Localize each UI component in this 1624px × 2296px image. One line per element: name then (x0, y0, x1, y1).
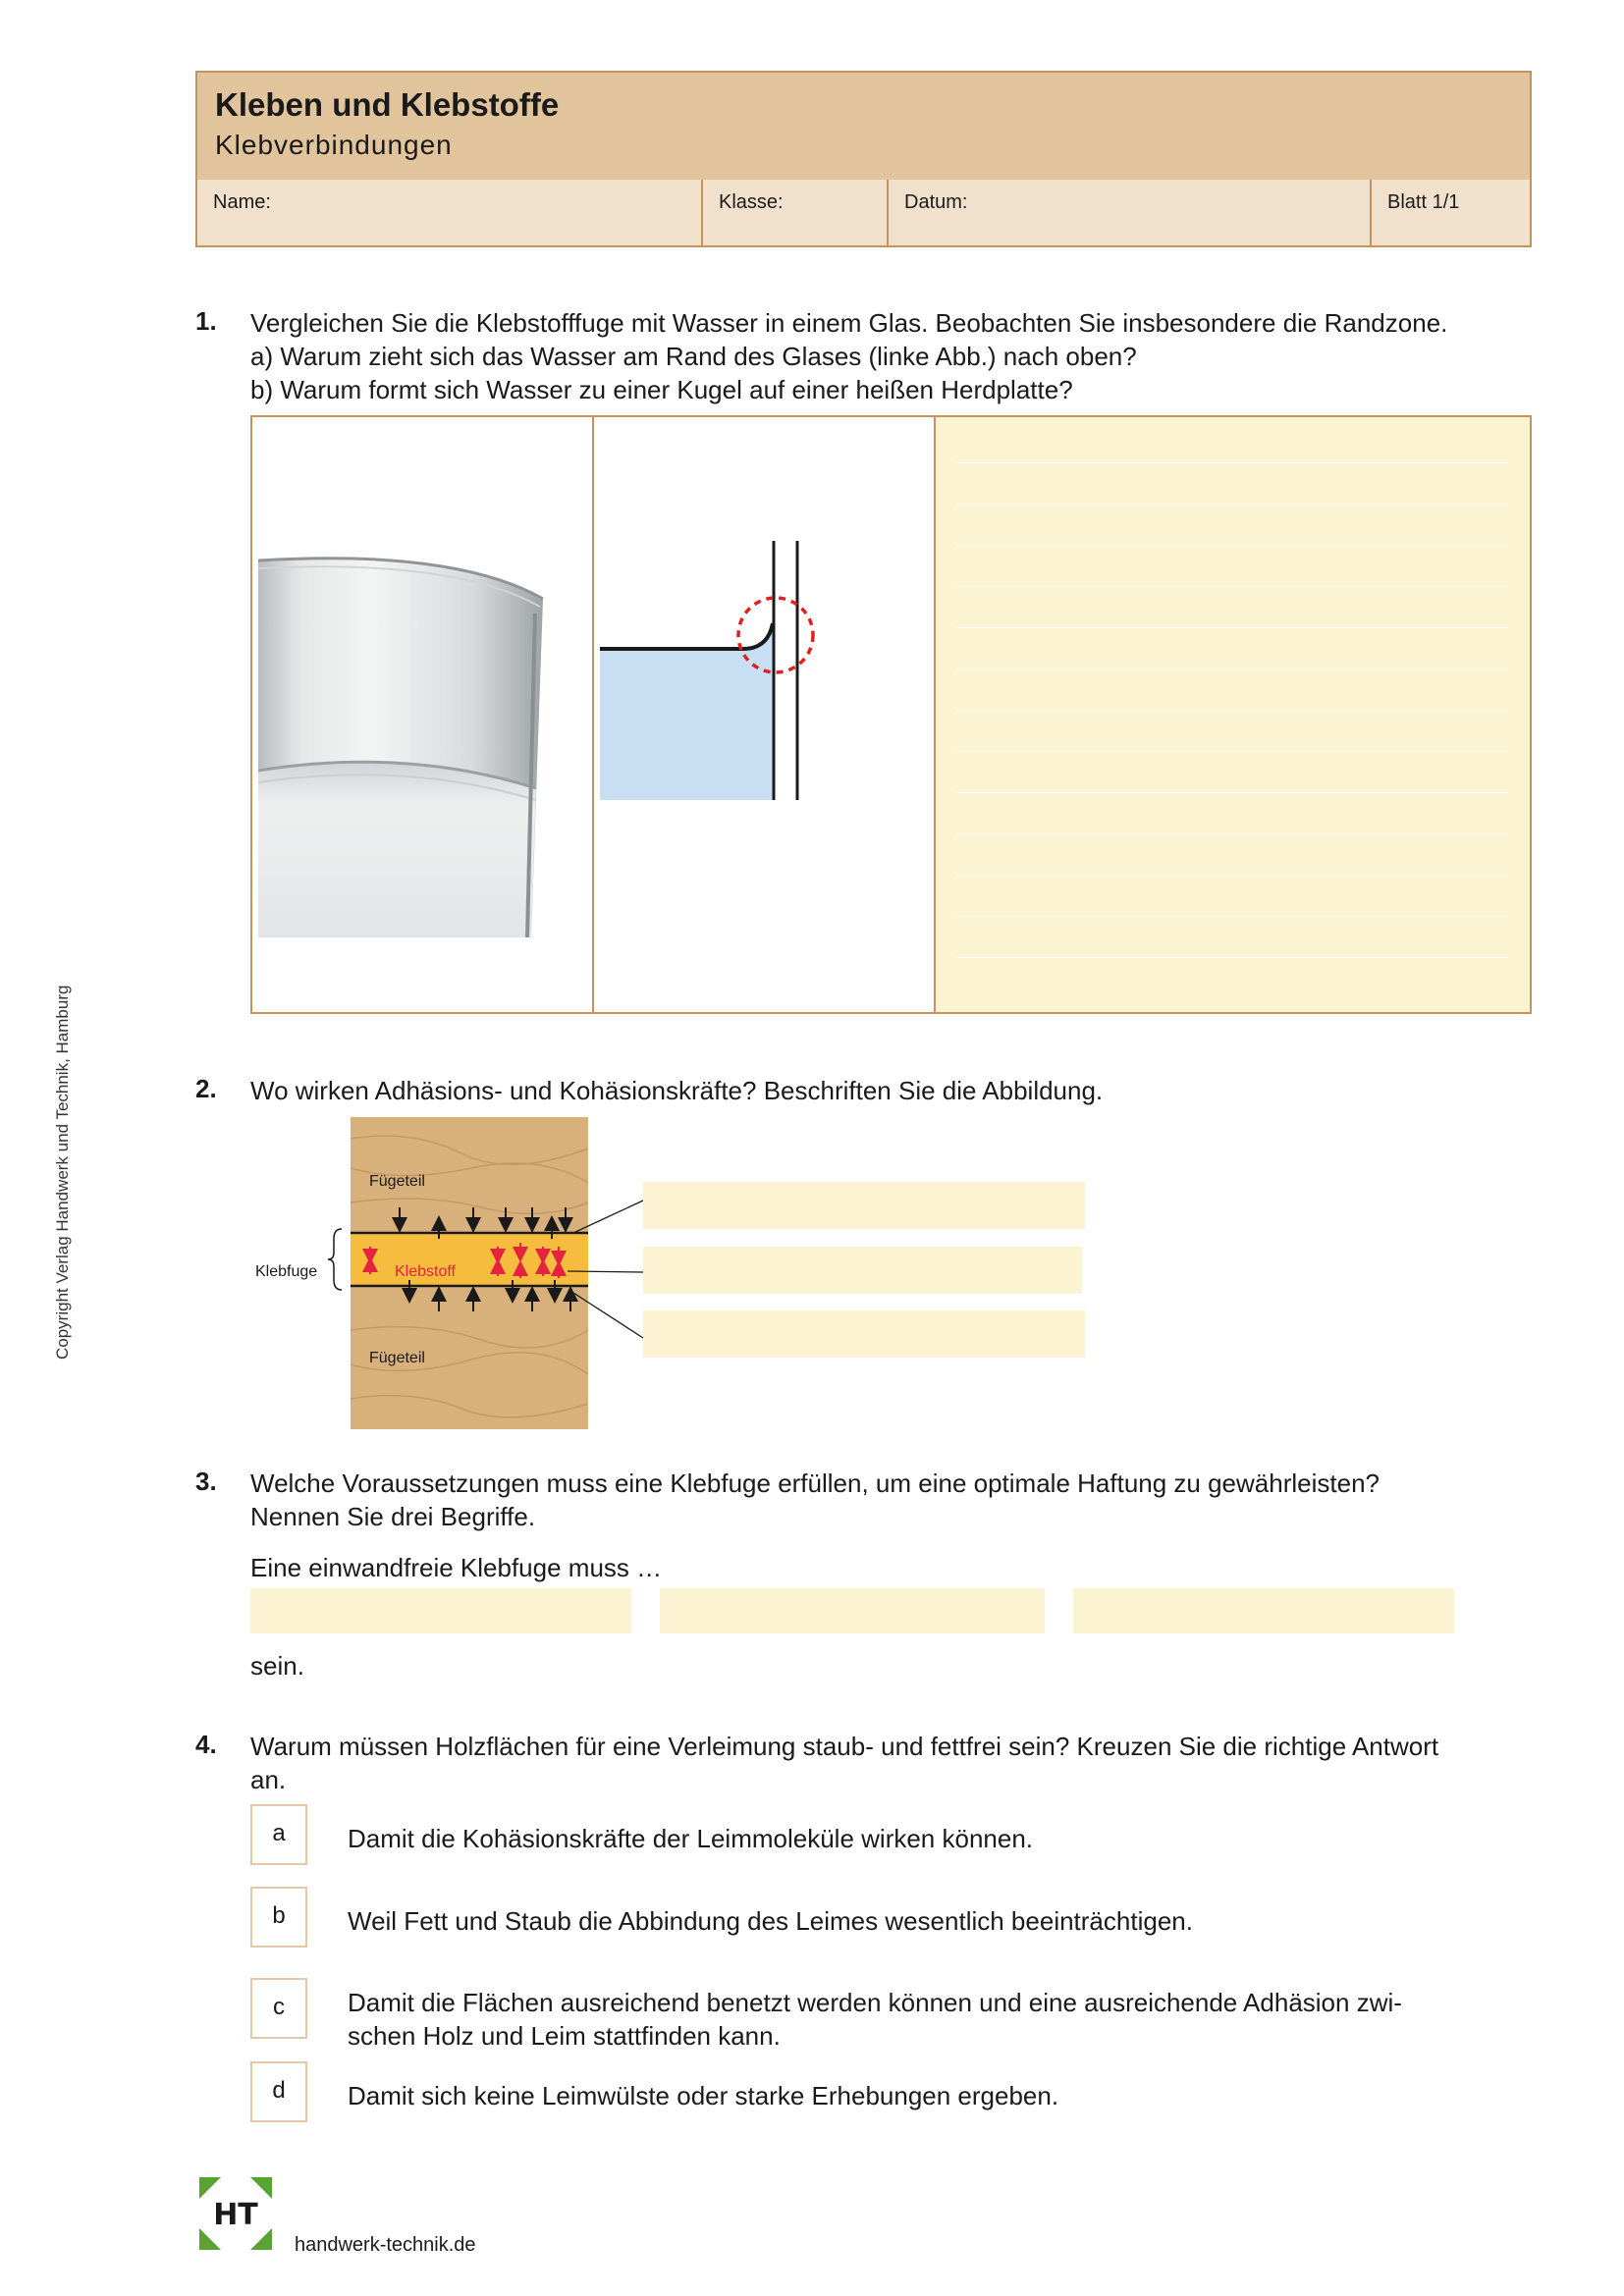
label-answer-field-2[interactable] (643, 1247, 1082, 1294)
worksheet-title: Kleben und Klebstoffe (215, 86, 560, 123)
sheet-number (1372, 180, 1529, 245)
sheet-label: Blatt 1/1 (1387, 191, 1460, 213)
header-title-band (197, 73, 1530, 182)
meniscus-diagram (596, 486, 930, 800)
option-a-letter: a (272, 1820, 286, 1846)
label-answer-field-1[interactable] (643, 1182, 1085, 1229)
date-label: Datum: (904, 191, 968, 213)
worksheet-subtitle: Klebverbindungen (215, 130, 453, 160)
question-3-number: 3. (195, 1467, 217, 1496)
requirement-answer-field-1[interactable] (250, 1588, 631, 1633)
question-4-text-line-2: an. (250, 1765, 287, 1794)
option-c-checkbox[interactable] (250, 1978, 307, 2039)
option-c-text-line-2: schen Holz und Leim stattfinden kann. (348, 2021, 781, 2051)
klebfuge-bracket (328, 1229, 342, 1290)
question-1-text: Vergleichen Sie die Klebstofffuge mit Wasser in einem Glas. Beobachten Sie insbesondere die Randzone. (250, 308, 1448, 338)
class-field[interactable] (703, 180, 887, 245)
option-b-checkbox[interactable] (250, 1887, 307, 1948)
header-fields-row (197, 180, 1530, 245)
upper-part-label: Fügeteil (369, 1173, 425, 1190)
name-label: Name: (213, 191, 271, 213)
question-4-number: 4. (195, 1730, 217, 1759)
question-1a-text: a) Warum zieht sich das Wasser am Rand des Glases (linke Abb.) nach oben? (250, 342, 1137, 371)
adhesive-label: Klebstoff (395, 1263, 456, 1280)
option-c-text-line-1: Damit die Flächen ausreichend benetzt werden können und eine ausreichende Adhäsion zwi- (348, 1988, 1402, 2017)
question-3-suffix: sein. (250, 1651, 304, 1681)
water-surface-line (600, 623, 773, 649)
class-label: Klasse: (719, 191, 784, 213)
publisher-url[interactable]: handwerk-technik.de (295, 2234, 476, 2256)
option-d-text: Damit sich keine Leimwülste oder starke Erhebungen ergeben. (348, 2081, 1059, 2110)
requirement-answer-field-3[interactable] (1073, 1588, 1454, 1633)
option-b-text: Weil Fett und Staub die Abbindung des Leimes wesentlich beeinträchtigen. (348, 1906, 1193, 1936)
adhesive-layer (351, 1233, 588, 1286)
question-3-prompt: Eine einwandfreie Klebfuge muss … (250, 1553, 663, 1582)
option-d-letter: d (272, 2077, 286, 2104)
option-a-checkbox[interactable] (250, 1804, 307, 1865)
bond-joint-diagram (236, 1109, 668, 1433)
worksheet-header (195, 71, 1532, 247)
option-c-letter: c (273, 1994, 285, 2020)
water-glass-photo (258, 555, 553, 947)
question-1b-text: b) Warum formt sich Wasser zu einer Kugel auf einer heißen Herdplatte? (250, 375, 1073, 404)
lower-part-label: Fügeteil (369, 1350, 425, 1366)
question-3-text-line-2: Nennen Sie drei Begriffe. (250, 1502, 536, 1531)
label-answer-field-3[interactable] (643, 1310, 1085, 1358)
question-4-text-line-1: Warum müssen Holzflächen für eine Verleimung staub- und fettfrei sein? Kreuzen Sie die richtige Antwort (250, 1732, 1439, 1761)
question-1-number: 1. (195, 306, 217, 336)
ht-logo (199, 2177, 272, 2250)
question-2-number: 2. (195, 1074, 217, 1103)
question-1-answer-area[interactable] (936, 417, 1530, 1012)
option-a-text: Damit die Kohäsionskräfte der Leimmoleküle wirken können. (348, 1824, 1034, 1853)
question-2-text: Wo wirken Adhäsions- und Kohäsionskräfte? Beschriften Sie die Abbildung. (250, 1076, 1104, 1105)
requirement-answer-field-2[interactable] (660, 1588, 1045, 1633)
joint-label: Klebfuge (255, 1263, 318, 1280)
question-3-text-line-1: Welche Voraussetzungen muss eine Klebfuge erfüllen, um eine optimale Haftung zu gewährleisten? (250, 1468, 1380, 1498)
copyright-notice: Copyright Verlag Handwerk und Technik, Hamburg (53, 985, 72, 1360)
date-field[interactable] (889, 180, 1370, 245)
name-field[interactable] (197, 180, 701, 245)
question-1-figure (250, 415, 1532, 1014)
option-b-letter: b (272, 1902, 286, 1929)
option-d-checkbox[interactable] (250, 2061, 307, 2122)
svg-text:HT: HT (213, 2198, 258, 2232)
